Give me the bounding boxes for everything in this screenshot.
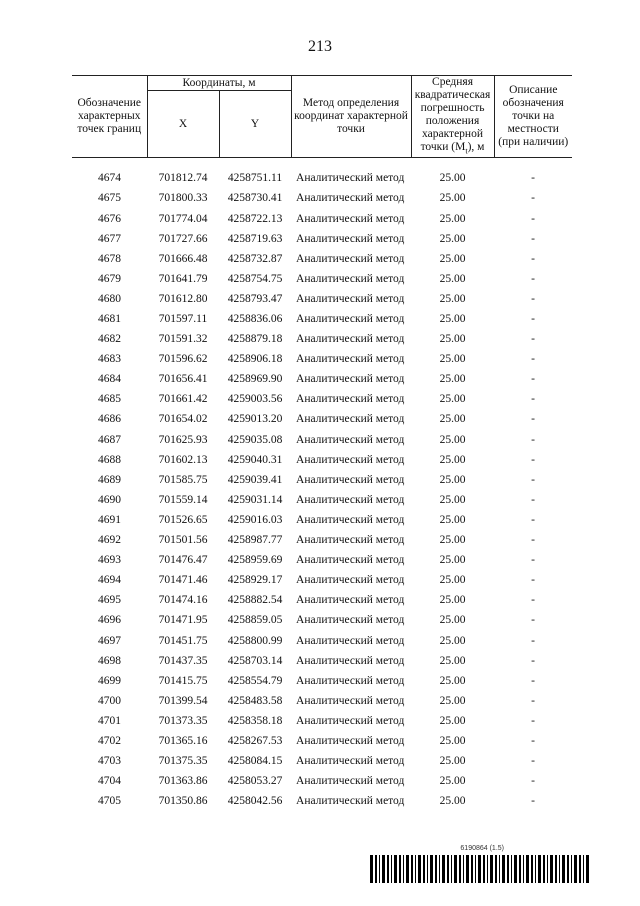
barcode-bar (451, 855, 452, 883)
cell-method: Аналитический метод (296, 513, 405, 526)
barcode-bar (382, 855, 385, 883)
cell-description: - (531, 413, 535, 426)
cell-error: 25.00 (439, 212, 466, 225)
cell-point-id: 4677 (98, 232, 121, 245)
cell-point-id: 4678 (98, 252, 121, 265)
cell-point-id: 4687 (98, 433, 121, 446)
header-method: Метод определения координат характерной точки (291, 76, 411, 158)
cell-method: Аналитический метод (296, 272, 405, 285)
cell-method: Аналитический метод (296, 614, 405, 627)
cell-x: 701373.35 (158, 714, 208, 727)
barcode-bar (531, 855, 533, 883)
cell-error: 25.00 (439, 313, 466, 325)
cell-y: 4258959.69 (227, 554, 283, 567)
cell-description: - (531, 172, 535, 185)
cell-error: 25.00 (439, 292, 466, 305)
table-row (72, 711, 572, 731)
barcode-label: 6190864 (1.5) (460, 845, 504, 852)
header-designation: Обозначение характерных точек границ (72, 76, 147, 158)
cell-x: 701656.41 (158, 373, 208, 386)
cell-point-id: 4693 (98, 554, 121, 567)
cell-point-id: 4698 (98, 654, 121, 667)
cell-error: 25.00 (439, 513, 466, 526)
table-row (72, 208, 572, 228)
barcode-bar (415, 855, 416, 883)
cell-x: 701596.62 (158, 353, 208, 366)
cell-point-id: 4682 (98, 333, 121, 346)
cell-method: Аналитический метод (296, 654, 405, 667)
cell-error: 25.00 (439, 252, 466, 265)
cell-x: 701661.42 (158, 393, 208, 406)
table-row (72, 691, 572, 711)
cell-point-id: 4686 (98, 413, 121, 426)
table-row (72, 309, 572, 329)
table-row (72, 550, 572, 570)
barcode-bar (454, 855, 457, 883)
header-coordinates: Координаты, м (147, 76, 291, 91)
table-row (72, 671, 572, 691)
cell-point-id: 4697 (98, 634, 121, 647)
cell-point-id: 4676 (98, 212, 121, 225)
cell-x: 701625.93 (158, 433, 208, 446)
cell-error: 25.00 (439, 795, 466, 808)
cell-method: Аналитический метод (296, 594, 405, 607)
cell-error: 25.00 (439, 493, 466, 506)
cell-y: 4258554.79 (227, 674, 283, 687)
table-row (72, 590, 572, 610)
cell-y: 4258879.18 (227, 333, 283, 346)
cell-description: - (531, 634, 535, 647)
cell-description: - (531, 795, 535, 808)
barcode-bar (495, 855, 497, 883)
cell-x: 701585.75 (158, 473, 208, 486)
cell-method: Аналитический метод (296, 534, 405, 547)
barcode-bar (567, 855, 569, 883)
table-row (72, 269, 572, 289)
cell-method: Аналитический метод (296, 714, 405, 727)
cell-description: - (531, 453, 535, 466)
cell-y: 4259040.31 (227, 453, 283, 466)
barcode-bar (583, 855, 584, 883)
cell-description: - (531, 373, 535, 386)
table-row (72, 168, 572, 188)
cell-y: 4259035.08 (227, 433, 283, 446)
cell-point-id: 4696 (98, 614, 121, 627)
cell-method: Аналитический метод (296, 674, 405, 687)
cell-description: - (531, 694, 535, 707)
barcode-bar (483, 855, 485, 883)
cell-y: 4258730.41 (227, 192, 283, 205)
cell-point-id: 4685 (98, 393, 121, 406)
cell-x: 701727.66 (158, 232, 208, 245)
barcode-bar (555, 855, 557, 883)
cell-x: 701474.16 (158, 594, 208, 607)
cell-x: 701471.46 (158, 574, 208, 587)
cell-x: 701602.13 (158, 453, 208, 466)
cell-point-id: 4694 (98, 574, 121, 587)
cell-error: 25.00 (439, 473, 466, 486)
cell-error: 25.00 (439, 614, 466, 627)
cell-point-id: 4704 (98, 775, 121, 788)
cell-point-id: 4684 (98, 373, 121, 386)
table-row (72, 630, 572, 650)
barcode-bar (375, 855, 377, 883)
cell-description: - (531, 433, 535, 446)
cell-description: - (531, 333, 535, 346)
cell-description: - (531, 313, 535, 325)
cell-x: 701774.04 (158, 212, 208, 225)
cell-point-id: 4674 (98, 172, 121, 185)
table-row (72, 450, 572, 470)
cell-error: 25.00 (439, 554, 466, 567)
cell-y: 4259016.03 (227, 513, 283, 526)
cell-error: 25.00 (439, 714, 466, 727)
barcode-bar (475, 855, 476, 883)
cell-error: 25.00 (439, 413, 466, 426)
table-row (72, 289, 572, 309)
table-row (72, 530, 572, 550)
cell-y: 4258053.27 (227, 775, 283, 788)
cell-y: 4258732.87 (227, 252, 283, 265)
cell-method: Аналитический метод (296, 252, 405, 265)
barcode-bar (507, 855, 509, 883)
cell-description: - (531, 513, 535, 526)
header-error: Средняя квадратическая погрешность положения характерной точки $(M_t)$, м (411, 76, 494, 158)
cell-method: Аналитический метод (296, 734, 405, 747)
barcode-bar (490, 855, 493, 883)
table-row (72, 510, 572, 530)
cell-error: 25.00 (439, 172, 466, 185)
table-row (72, 188, 572, 208)
cell-point-id: 4701 (98, 714, 121, 727)
barcode-bar (379, 855, 380, 883)
cell-description: - (531, 473, 535, 486)
cell-method: Аналитический метод (296, 453, 405, 466)
barcode-bar (487, 855, 488, 883)
cell-point-id: 4703 (98, 755, 121, 768)
cell-y: 4258793.47 (227, 292, 283, 305)
barcode-icon (370, 855, 590, 883)
table-row (72, 751, 572, 771)
cell-y: 4258751.11 (227, 172, 283, 185)
barcode-bar (406, 855, 409, 883)
barcode-bar (562, 855, 565, 883)
cell-description: - (531, 292, 535, 305)
cell-description: - (531, 594, 535, 607)
coordinates-table (72, 75, 572, 811)
cell-error: 25.00 (439, 654, 466, 667)
table-row (72, 610, 572, 630)
cell-method: Аналитический метод (296, 333, 405, 346)
cell-y: 4258719.63 (227, 232, 283, 245)
cell-error: 25.00 (439, 674, 466, 687)
table-row (72, 229, 572, 249)
cell-x: 701437.35 (158, 654, 208, 667)
cell-x: 701476.47 (158, 554, 208, 567)
cell-point-id: 4695 (98, 594, 121, 607)
cell-method: Аналитический метод (296, 232, 405, 245)
table-row (72, 791, 572, 811)
barcode-bar (459, 855, 461, 883)
barcode-bar (547, 855, 548, 883)
cell-description: - (531, 554, 535, 567)
cell-method: Аналитический метод (296, 554, 405, 567)
barcode-bar (574, 855, 577, 883)
cell-y: 4258722.13 (227, 212, 283, 225)
table-row (72, 329, 572, 349)
barcode-bar (403, 855, 404, 883)
cell-method: Аналитический метод (296, 393, 405, 406)
cell-y: 4258906.18 (227, 353, 283, 366)
cell-description: - (531, 272, 535, 285)
header-x: X (147, 91, 219, 158)
barcode-bar (423, 855, 425, 883)
cell-y: 4258859.05 (227, 614, 283, 627)
cell-y: 4259039.41 (227, 473, 283, 486)
cell-description: - (531, 755, 535, 768)
cell-method: Аналитический метод (296, 292, 405, 305)
cell-x: 701526.65 (158, 513, 208, 526)
cell-x: 701501.56 (158, 534, 208, 547)
cell-y: 4258084.15 (227, 755, 283, 768)
cell-description: - (531, 493, 535, 506)
cell-point-id: 4700 (98, 694, 121, 707)
cell-x: 701800.33 (158, 192, 208, 205)
cell-description: - (531, 574, 535, 587)
cell-point-id: 4692 (98, 534, 121, 547)
table-row (72, 369, 572, 389)
header-description: Описание обозначения точки на местности (при наличии) (494, 76, 572, 158)
barcode-bar (511, 855, 512, 883)
cell-method: Аналитический метод (296, 634, 405, 647)
cell-point-id: 4702 (98, 734, 121, 747)
cell-x: 701812.74 (158, 172, 208, 185)
cell-y: 4258929.17 (227, 574, 283, 587)
cell-error: 25.00 (439, 694, 466, 707)
barcode-bar (430, 855, 433, 883)
barcode-bar (447, 855, 449, 883)
cell-description: - (531, 393, 535, 406)
barcode-bar (519, 855, 521, 883)
table-row (72, 349, 572, 369)
cell-y: 4258754.75 (227, 272, 283, 285)
cell-description: - (531, 212, 535, 225)
barcode-bar (526, 855, 529, 883)
table-row (72, 249, 572, 269)
cell-method: Аналитический метод (296, 192, 405, 205)
cell-method: Аналитический метод (296, 574, 405, 587)
cell-point-id: 4680 (98, 292, 121, 305)
cell-y: 4258358.18 (227, 714, 283, 727)
cell-x: 701597.11 (158, 313, 208, 325)
cell-y: 4258483.58 (227, 694, 283, 707)
cell-error: 25.00 (439, 634, 466, 647)
barcode-bar (427, 855, 428, 883)
barcode-bar (466, 855, 469, 883)
cell-description: - (531, 353, 535, 366)
cell-x: 701641.79 (158, 272, 208, 285)
cell-error: 25.00 (439, 333, 466, 346)
barcode-bar (571, 855, 572, 883)
cell-x: 701415.75 (158, 674, 208, 687)
barcode-bar (387, 855, 389, 883)
cell-y: 4258836.06 (227, 313, 283, 325)
cell-error: 25.00 (439, 393, 466, 406)
cell-method: Аналитический метод (296, 212, 405, 225)
table-row (72, 651, 572, 671)
cell-point-id: 4679 (98, 272, 121, 285)
cell-description: - (531, 734, 535, 747)
cell-description: - (531, 252, 535, 265)
barcode-bar (463, 855, 464, 883)
cell-error: 25.00 (439, 232, 466, 245)
cell-error: 25.00 (439, 534, 466, 547)
cell-x: 701365.16 (158, 734, 208, 747)
cell-y: 4258969.90 (227, 373, 283, 386)
cell-method: Аналитический метод (296, 413, 405, 426)
barcode-bar (550, 855, 553, 883)
cell-y: 4258042.56 (227, 795, 283, 808)
cell-error: 25.00 (439, 594, 466, 607)
cell-point-id: 4705 (98, 795, 121, 808)
cell-x: 701654.02 (158, 413, 208, 426)
barcode-bar (439, 855, 440, 883)
cell-y: 4258703.14 (227, 654, 283, 667)
cell-x: 701399.54 (158, 694, 208, 707)
barcode-bar (442, 855, 445, 883)
cell-error: 25.00 (439, 734, 466, 747)
cell-description: - (531, 534, 535, 547)
barcode-bar (514, 855, 517, 883)
cell-y: 4259031.14 (227, 493, 283, 506)
cell-error: 25.00 (439, 453, 466, 466)
barcode-bar (478, 855, 481, 883)
cell-point-id: 4675 (98, 192, 121, 205)
cell-error: 25.00 (439, 373, 466, 386)
cell-method: Аналитический метод (296, 172, 405, 185)
barcode-bar (535, 855, 536, 883)
barcode-bar (370, 855, 373, 883)
cell-y: 4258267.53 (227, 734, 283, 747)
cell-point-id: 4681 (98, 313, 121, 325)
barcode-bar (418, 855, 421, 883)
cell-error: 25.00 (439, 775, 466, 788)
table-row (72, 731, 572, 751)
table-row (72, 470, 572, 490)
cell-x: 701591.32 (158, 333, 208, 346)
table-row (72, 570, 572, 590)
cell-point-id: 4699 (98, 674, 121, 687)
cell-x: 701612.80 (158, 292, 208, 305)
barcode-bar (399, 855, 401, 883)
cell-y: 4258800.99 (227, 634, 283, 647)
table-row (72, 490, 572, 510)
cell-description: - (531, 654, 535, 667)
cell-y: 4259003.56 (227, 393, 283, 406)
barcode-bar (499, 855, 500, 883)
cell-x: 701559.14 (158, 493, 208, 506)
cell-x: 701666.48 (158, 252, 208, 265)
barcode-bar (559, 855, 560, 883)
barcode-bar (586, 855, 589, 883)
cell-method: Аналитический метод (296, 433, 405, 446)
table-row (72, 409, 572, 429)
cell-method: Аналитический метод (296, 353, 405, 366)
cell-x: 701350.86 (158, 795, 208, 808)
barcode-bar (502, 855, 505, 883)
cell-y: 4258882.54 (227, 594, 283, 607)
cell-point-id: 4689 (98, 473, 121, 486)
barcode-bar (391, 855, 392, 883)
cell-error: 25.00 (439, 192, 466, 205)
barcode-bar (579, 855, 581, 883)
cell-method: Аналитический метод (296, 473, 405, 486)
cell-method: Аналитический метод (296, 775, 405, 788)
cell-description: - (531, 192, 535, 205)
cell-description: - (531, 614, 535, 627)
cell-x: 701451.75 (158, 634, 208, 647)
cell-method: Аналитический метод (296, 755, 405, 768)
cell-method: Аналитический метод (296, 795, 405, 808)
cell-x: 701471.95 (158, 614, 208, 627)
cell-description: - (531, 714, 535, 727)
cell-y: 4259013.20 (227, 413, 283, 426)
cell-y: 4258987.77 (227, 534, 283, 547)
cell-error: 25.00 (439, 574, 466, 587)
cell-point-id: 4690 (98, 493, 121, 506)
barcode-block (370, 845, 590, 885)
barcode-bar (538, 855, 541, 883)
cell-method: Аналитический метод (296, 694, 405, 707)
table-row (72, 430, 572, 450)
barcode-bar (435, 855, 437, 883)
cell-error: 25.00 (439, 272, 466, 285)
cell-point-id: 4691 (98, 513, 121, 526)
cell-error: 25.00 (439, 353, 466, 366)
table-row (72, 771, 572, 791)
cell-error: 25.00 (439, 755, 466, 768)
cell-method: Аналитический метод (296, 493, 405, 506)
cell-x: 701363.86 (158, 775, 208, 788)
cell-point-id: 4683 (98, 353, 121, 366)
cell-description: - (531, 232, 535, 245)
barcode-bar (523, 855, 524, 883)
cell-point-id: 4688 (98, 453, 121, 466)
barcode-bar (411, 855, 413, 883)
table-row (72, 389, 572, 409)
cell-description: - (531, 775, 535, 788)
cell-description: - (531, 674, 535, 687)
barcode-bar (543, 855, 545, 883)
cell-method: Аналитический метод (296, 313, 405, 325)
page-number: 213 (308, 38, 332, 55)
barcode-bar (394, 855, 397, 883)
cell-error: 25.00 (439, 433, 466, 446)
header-y: Y (219, 91, 291, 158)
cell-x: 701375.35 (158, 755, 208, 768)
barcode-bar (471, 855, 473, 883)
cell-method: Аналитический метод (296, 373, 405, 386)
